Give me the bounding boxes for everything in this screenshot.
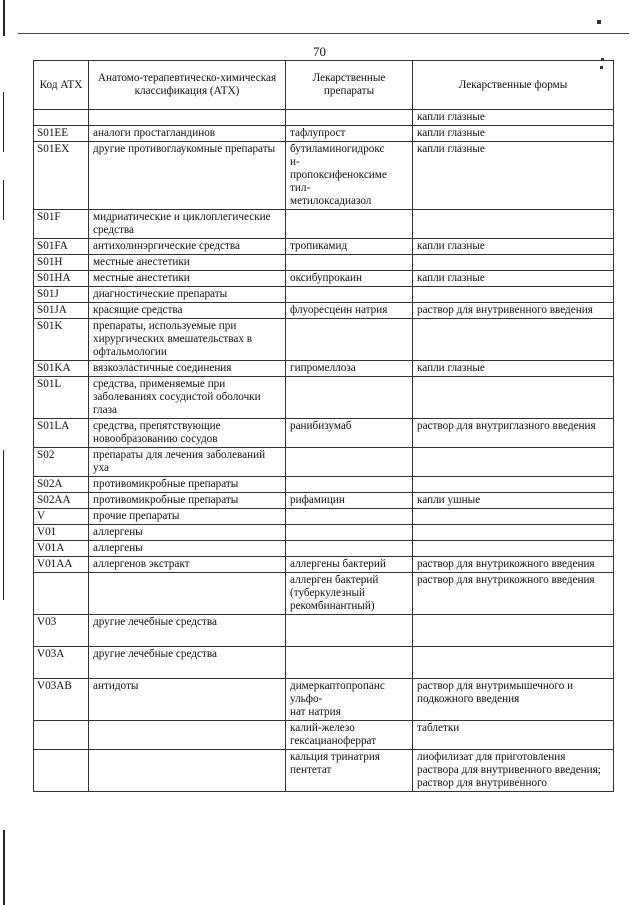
cell-drugs: гипромеллоза bbox=[286, 361, 413, 377]
cell-code: S01J bbox=[34, 287, 89, 303]
cell-code: V03A bbox=[34, 647, 89, 679]
cell-drugs: бутиламиногидрокс и- пропоксифеноксиме тил- метилоксадиазол bbox=[286, 142, 413, 210]
cell-drugs bbox=[286, 377, 413, 419]
table-row bbox=[34, 239, 614, 255]
table-body bbox=[34, 110, 614, 792]
cell-drugs bbox=[286, 477, 413, 493]
table-row bbox=[34, 509, 614, 525]
top-rule bbox=[18, 33, 629, 34]
cell-forms bbox=[413, 477, 614, 493]
table-row bbox=[34, 361, 614, 377]
table-row bbox=[34, 721, 614, 750]
table-row bbox=[34, 255, 614, 271]
cell-code: S01JA bbox=[34, 303, 89, 319]
left-edge-mark bbox=[3, 180, 4, 220]
cell-code bbox=[34, 750, 89, 792]
table-row bbox=[34, 493, 614, 509]
cell-classification: аллергены bbox=[89, 525, 286, 541]
table-row bbox=[34, 110, 614, 126]
cell-forms bbox=[413, 255, 614, 271]
cell-code: S01H bbox=[34, 255, 89, 271]
cell-drugs bbox=[286, 541, 413, 557]
cell-classification: средства, применяемые при заболеваниях сосудистой оболочки глаза bbox=[89, 377, 286, 419]
table-row bbox=[34, 541, 614, 557]
cell-code bbox=[34, 721, 89, 750]
cell-code: S02AA bbox=[34, 493, 89, 509]
left-edge-mark bbox=[3, 0, 5, 36]
table-row bbox=[34, 271, 614, 287]
cell-code: S01F bbox=[34, 210, 89, 239]
cell-forms: капли глазные bbox=[413, 142, 614, 210]
cell-classification: другие лечебные средства bbox=[89, 615, 286, 647]
scan-speck bbox=[597, 20, 601, 24]
cell-code: S01K bbox=[34, 319, 89, 361]
cell-forms: раствор для внутрикожного введения bbox=[413, 573, 614, 615]
cell-drugs bbox=[286, 525, 413, 541]
cell-forms bbox=[413, 541, 614, 557]
cell-code: V01 bbox=[34, 525, 89, 541]
left-edge-mark bbox=[3, 450, 4, 600]
cell-classification: мидриатические и циклоплегические средства bbox=[89, 210, 286, 239]
cell-classification: прочие препараты bbox=[89, 509, 286, 525]
cell-forms bbox=[413, 377, 614, 419]
cell-drugs: оксибупрокаин bbox=[286, 271, 413, 287]
table-row bbox=[34, 557, 614, 573]
cell-code: S02 bbox=[34, 448, 89, 477]
cell-drugs bbox=[286, 287, 413, 303]
table-row bbox=[34, 419, 614, 448]
cell-classification bbox=[89, 573, 286, 615]
cell-drugs bbox=[286, 110, 413, 126]
cell-forms bbox=[413, 287, 614, 303]
table-row bbox=[34, 615, 614, 647]
cell-drugs: кальция тринатрия пентетат bbox=[286, 750, 413, 792]
table-row bbox=[34, 126, 614, 142]
cell-code: V03 bbox=[34, 615, 89, 647]
table-row bbox=[34, 573, 614, 615]
cell-drugs bbox=[286, 210, 413, 239]
cell-code: V01A bbox=[34, 541, 89, 557]
cell-drugs: ранибизумаб bbox=[286, 419, 413, 448]
cell-classification: диагностические препараты bbox=[89, 287, 286, 303]
header-drugs: Лекарственные препараты bbox=[286, 61, 413, 110]
table-row bbox=[34, 448, 614, 477]
cell-forms bbox=[413, 615, 614, 647]
cell-drugs bbox=[286, 319, 413, 361]
table-row bbox=[34, 210, 614, 239]
cell-code: S01LA bbox=[34, 419, 89, 448]
cell-drugs: аллерген бактерий (туберкулезный рекомбинантный) bbox=[286, 573, 413, 615]
cell-classification: аллергены bbox=[89, 541, 286, 557]
cell-forms bbox=[413, 647, 614, 679]
table-row bbox=[34, 287, 614, 303]
cell-classification: местные анестетики bbox=[89, 255, 286, 271]
cell-code: V01AA bbox=[34, 557, 89, 573]
cell-forms: раствор для внутрикожного введения bbox=[413, 557, 614, 573]
table-row bbox=[34, 377, 614, 419]
table-header-row bbox=[34, 61, 614, 110]
cell-code: S01EX bbox=[34, 142, 89, 210]
cell-forms: раствор для внутримышечного и подкожного введения bbox=[413, 679, 614, 721]
cell-classification: средства, препятствующие новообразованию сосудов bbox=[89, 419, 286, 448]
cell-forms bbox=[413, 525, 614, 541]
cell-classification: антидоты bbox=[89, 679, 286, 721]
cell-classification: красящие средства bbox=[89, 303, 286, 319]
cell-forms: раствор для внутривенного введения bbox=[413, 303, 614, 319]
cell-forms: капли глазные bbox=[413, 271, 614, 287]
cell-classification: аллергенов экстракт bbox=[89, 557, 286, 573]
cell-forms: капли глазные bbox=[413, 126, 614, 142]
cell-classification bbox=[89, 721, 286, 750]
cell-forms: капли глазные bbox=[413, 361, 614, 377]
cell-code: S02A bbox=[34, 477, 89, 493]
table-row bbox=[34, 303, 614, 319]
cell-forms: капли ушные bbox=[413, 493, 614, 509]
cell-classification: антихолинэргические средства bbox=[89, 239, 286, 255]
cell-forms: лиофилизат для приготовления раствора для внутривенного введения; раствор для внутривенного bbox=[413, 750, 614, 792]
cell-classification: другие лечебные средства bbox=[89, 647, 286, 679]
cell-classification: аналоги простагландинов bbox=[89, 126, 286, 142]
cell-drugs: аллергены бактерий bbox=[286, 557, 413, 573]
cell-code bbox=[34, 573, 89, 615]
cell-classification: препараты для лечения заболеваний уха bbox=[89, 448, 286, 477]
header-forms: Лекарственные формы bbox=[413, 61, 614, 110]
cell-drugs bbox=[286, 255, 413, 271]
cell-drugs bbox=[286, 448, 413, 477]
table-row bbox=[34, 319, 614, 361]
cell-code bbox=[34, 110, 89, 126]
cell-classification: местные анестетики bbox=[89, 271, 286, 287]
cell-classification bbox=[89, 750, 286, 792]
cell-code: S01L bbox=[34, 377, 89, 419]
cell-code: S01KA bbox=[34, 361, 89, 377]
cell-classification bbox=[89, 110, 286, 126]
cell-forms bbox=[413, 319, 614, 361]
cell-drugs bbox=[286, 509, 413, 525]
cell-code: S01FA bbox=[34, 239, 89, 255]
cell-forms: таблетки bbox=[413, 721, 614, 750]
cell-code: S01EE bbox=[34, 126, 89, 142]
cell-drugs: тафлупрост bbox=[286, 126, 413, 142]
cell-drugs bbox=[286, 615, 413, 647]
table-row bbox=[34, 750, 614, 792]
cell-drugs: рифамицин bbox=[286, 493, 413, 509]
cell-classification: противомикробные препараты bbox=[89, 493, 286, 509]
cell-forms bbox=[413, 210, 614, 239]
cell-drugs: флуоресцеин натрия bbox=[286, 303, 413, 319]
cell-classification: противомикробные препараты bbox=[89, 477, 286, 493]
header-code: Код АТХ bbox=[34, 61, 89, 110]
cell-classification: вязкоэластичные соединения bbox=[89, 361, 286, 377]
page-number: 70 bbox=[313, 44, 326, 59]
cell-code: S01HA bbox=[34, 271, 89, 287]
cell-classification: препараты, используемые при хирургических вмешательствах в офтальмологии bbox=[89, 319, 286, 361]
cell-drugs: тропикамид bbox=[286, 239, 413, 255]
left-edge-mark bbox=[3, 92, 4, 152]
cell-classification: другие противоглаукомные препараты bbox=[89, 142, 286, 210]
cell-code: V03AB bbox=[34, 679, 89, 721]
table-row bbox=[34, 477, 614, 493]
cell-forms bbox=[413, 509, 614, 525]
cell-forms: раствор для внутриглазного введения bbox=[413, 419, 614, 448]
header-classification: Анатомо-терапевтическо-химическая классификация (АТХ) bbox=[89, 61, 286, 110]
left-edge-mark bbox=[3, 830, 5, 905]
atc-table bbox=[33, 60, 614, 792]
cell-forms bbox=[413, 448, 614, 477]
cell-drugs: димеркаптопропанс ульфо- нат натрия bbox=[286, 679, 413, 721]
table-row bbox=[34, 525, 614, 541]
table-row bbox=[34, 679, 614, 721]
cell-drugs bbox=[286, 647, 413, 679]
table-row bbox=[34, 142, 614, 210]
cell-forms: капли глазные bbox=[413, 110, 614, 126]
cell-drugs: калий-железо гексацианоферрат bbox=[286, 721, 413, 750]
cell-code: V bbox=[34, 509, 89, 525]
table-row bbox=[34, 647, 614, 679]
cell-forms: капли глазные bbox=[413, 239, 614, 255]
